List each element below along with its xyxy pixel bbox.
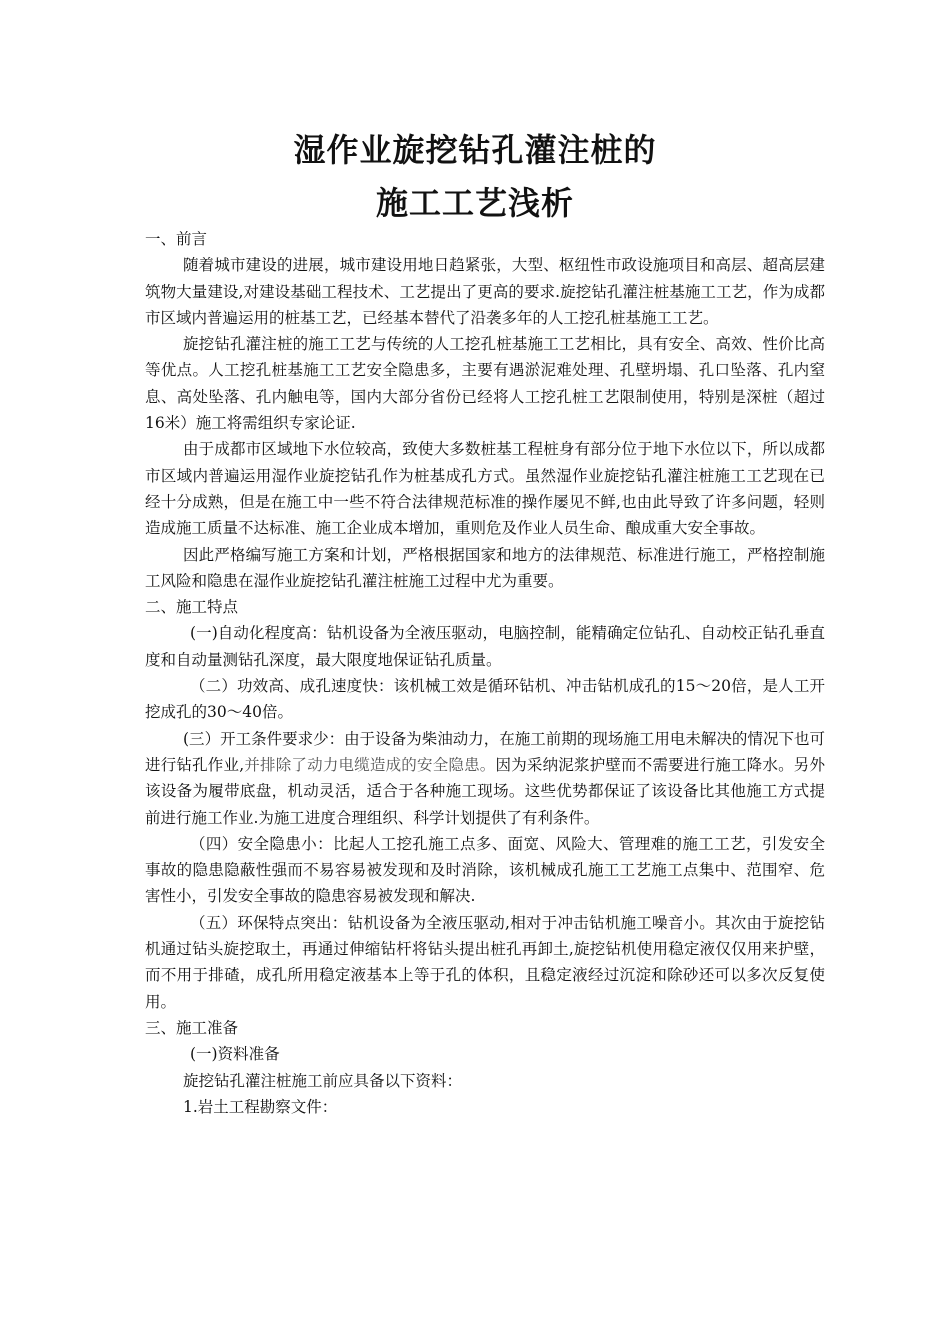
- paragraph-intro-4: 因此严格编写施工方案和计划，严格根据国家和地方的法律规范、标准进行施工，严格控制施工风险和隐患在湿作业旋挖钻孔灌注桩施工过程中尤为重要。: [145, 545, 825, 590]
- preparation-intro: 旋挖钻孔灌注桩施工前应具备以下资料：: [183, 1071, 463, 1090]
- document-title-line-2: 施工工艺浅析: [375, 184, 574, 222]
- feature-automation: (一)自动化程度高：钻机设备为全液压驱动，电脑控制，能精确定位钻孔、自动校正钻孔垂直度和自动量测钻孔深度，最大限度地保证钻孔质量。: [145, 624, 825, 669]
- feature-environment: （五）环保特点突出：钻机设备为全液压驱动,相对于冲击钻机施工噪音小。其次由于旋挖钻机通过钻头旋挖取土，再通过伸缩钻杆将钻头提出桩孔再卸土,旋挖钻机使用稳定液仅仅用来护壁，而不用于排碴，成孔所用稳定液基本上等于孔的体积，且稳定液经过沉淀和除砂还可以多次反复使用。: [145, 913, 825, 1011]
- document-body: [145, 226, 825, 1120]
- paragraph-intro-2: 旋挖钻孔灌注桩的施工工艺与传统的人工挖孔桩基施工工艺相比，具有安全、高效、性价比高等优点。人工挖孔桩基施工工艺安全隐患多，主要有遇淤泥难处理、孔壁坍塌、孔口坠落、孔内窒息、高处坠落、孔内触电等，国内大部分省份已经将人工挖孔桩工艺限制使用，特别是深桩（超过16米）施工将需组织专家论证.: [145, 335, 825, 433]
- document-title-line-1: 湿作业旋挖钻孔灌注桩的: [293, 131, 657, 169]
- preparation-subheading: (一)资料准备: [190, 1045, 280, 1064]
- feature-safety: （四）安全隐患小：比起人工挖孔施工点多、面宽、风险大、管理难的施工工艺，引发安全事故的隐患隐蔽性强而不易容易被发现和及时消除，该机械成孔施工工艺施工点集中、范围窄、危害性小，引发安全事故的隐患容易被发现和解决.: [145, 834, 825, 906]
- feature-conditions: [145, 726, 825, 831]
- section-heading-intro: 一、前言: [145, 230, 208, 248]
- feature-efficiency: （二）功效高、成孔速度快：该机械工效是循环钻机、冲击钻机成孔的15～20倍，是人工开挖成孔的30～40倍。: [145, 677, 825, 722]
- feature-conditions-part-3: 因为采纳泥浆护壁而不需要进行施工降水。另外该设备为履带底盘，机动灵活，适合于各种施工现场。这些优势都保证了该设备比其他施工方式提前进行施工作业.为施工进度合理组织、科学计划提供了有利条件。: [145, 755, 825, 827]
- section-heading-features: 二、施工特点: [145, 598, 239, 617]
- feature-conditions-part-2: 并排除了动力电缆造成的安全隐患。: [244, 755, 496, 774]
- preparation-item-1: 1.岩土工程勘察文件：: [183, 1097, 338, 1116]
- paragraph-intro-3: 由于成都市区域地下水位较高，致使大多数桩基工程桩身有部分位于地下水位以下，所以成都市区域内普遍运用湿作业旋挖钻孔作为桩基成孔方式。虽然湿作业旋挖钻孔灌注桩施工工艺现在已经十分成熟，但是在施工中一些不符合法律规范标准的操作屡见不鲜,也由此导致了许多问题，轻则造成施工质量不达标准、施工企业成本增加，重则危及作业人员生命、酿成重大安全事故。: [145, 440, 825, 538]
- feature-conditions-part-1: (三）开工条件要求少：由于设备为柴油动力，在施工前期的现场施工用电未解决的情况下也可进行钻孔作业,: [145, 729, 825, 774]
- section-heading-preparation: 三、施工准备: [145, 1018, 239, 1037]
- paragraph-intro-1: 随着城市建设的进展，城市建设用地日趋紧张，大型、枢纽性市政设施项目和高层、超高层建筑物大量建设,对建设基础工程技术、工艺提出了更高的要求.旋挖钻孔灌注桩基施工工艺，作为成都市区域内普遍运用的桩基工艺，已经基本替代了沿袭多年的人工挖孔桩基施工工艺。: [145, 256, 825, 327]
